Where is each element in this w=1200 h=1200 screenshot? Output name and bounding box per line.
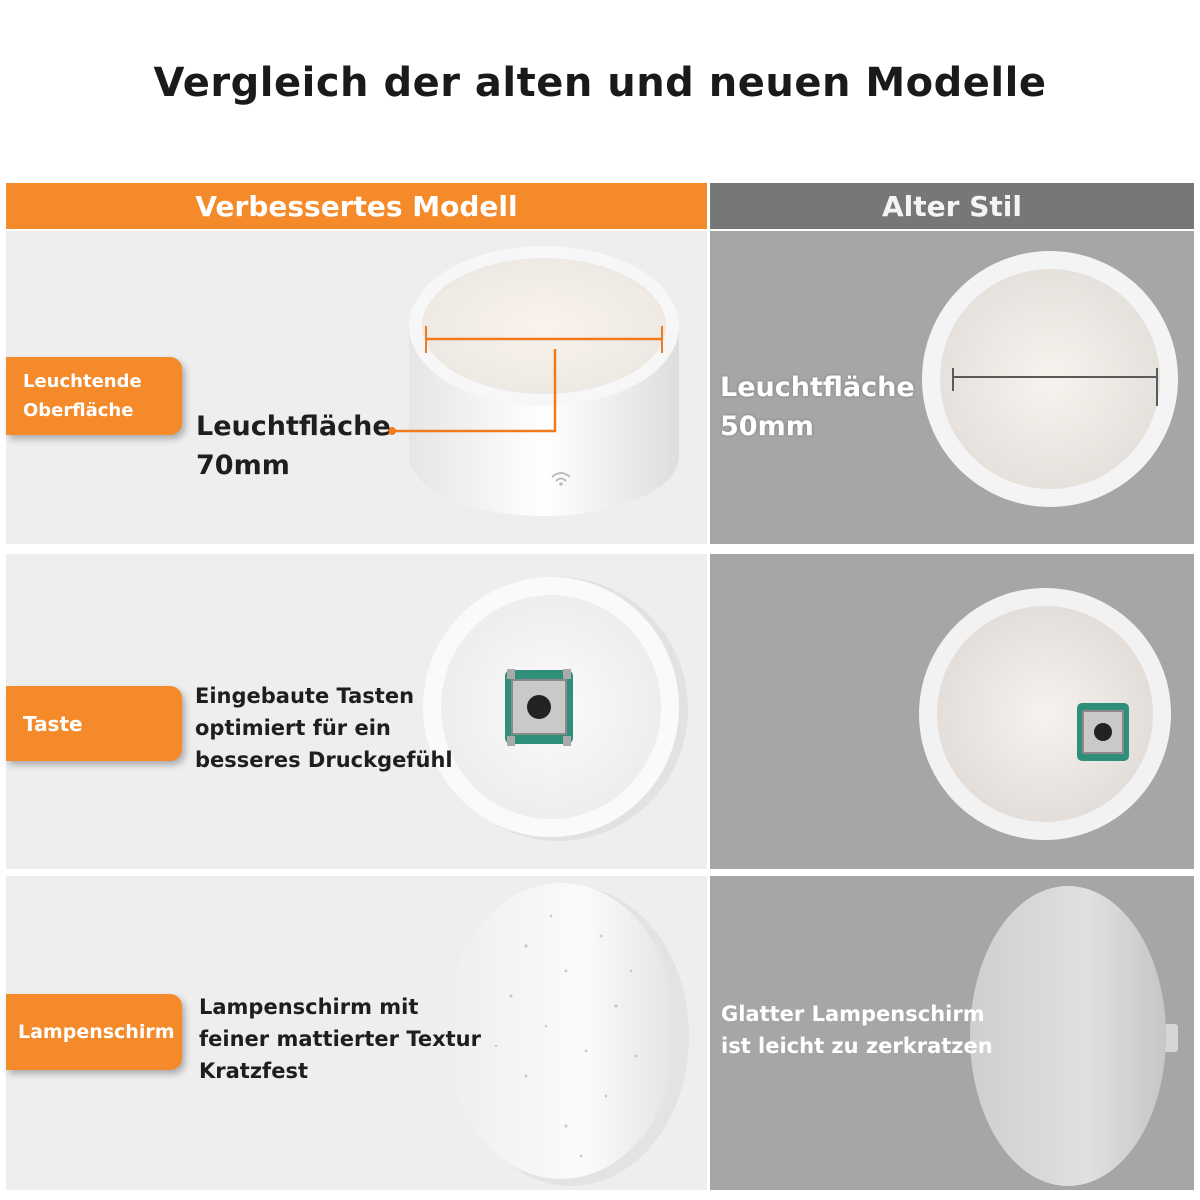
tag-surface-line1: Leuchtende — [23, 371, 142, 392]
old-surface-label: Leuchtfläche — [720, 372, 915, 403]
wifi-icon — [549, 469, 573, 487]
surface-label: Leuchtfläche — [196, 411, 391, 442]
column-header-old: Alter Stil — [710, 183, 1194, 229]
row3-old-cell — [710, 876, 1194, 1190]
tag-button — [6, 686, 182, 761]
push-button-icon — [499, 666, 579, 750]
old-shade-desc-line2: ist leicht zu zerkratzen — [721, 1034, 993, 1058]
tag-surface — [6, 357, 182, 435]
row2-new-description — [195, 680, 453, 776]
tag-surface-line2: Oberfläche — [23, 400, 134, 421]
row1-new-label — [196, 407, 391, 485]
row3-old-description — [721, 998, 993, 1062]
row1-old-label — [720, 368, 915, 446]
row2-old-cell — [710, 554, 1194, 869]
tag-lampshade — [6, 994, 182, 1070]
row1-old-cell — [710, 231, 1194, 544]
column-header-new: Verbessertes Modell — [6, 183, 707, 229]
button-desc-line2: optimiert für ein — [195, 716, 391, 740]
shade-desc-line3: Kratzfest — [199, 1059, 308, 1083]
tag-lampshade-label: Lampenschirm — [18, 1021, 175, 1043]
button-desc-line1: Eingebaute Tasten — [195, 684, 415, 708]
shade-desc-line2: feiner mattierter Textur — [199, 1027, 481, 1051]
surface-size-value: 70mm — [196, 450, 290, 481]
push-button-icon — [1072, 700, 1134, 766]
old-shade-desc-line1: Glatter Lampenschirm — [721, 1002, 985, 1026]
page-title: Vergleich der alten und neuen Modelle — [153, 60, 1047, 106]
shade-desc-line1: Lampenschirm mit — [199, 995, 419, 1019]
tag-button-label: Taste — [23, 711, 83, 736]
row3-new-description — [199, 991, 481, 1087]
old-surface-size-value: 50mm — [720, 411, 814, 442]
button-desc-line3: besseres Druckgefühl — [195, 748, 453, 772]
